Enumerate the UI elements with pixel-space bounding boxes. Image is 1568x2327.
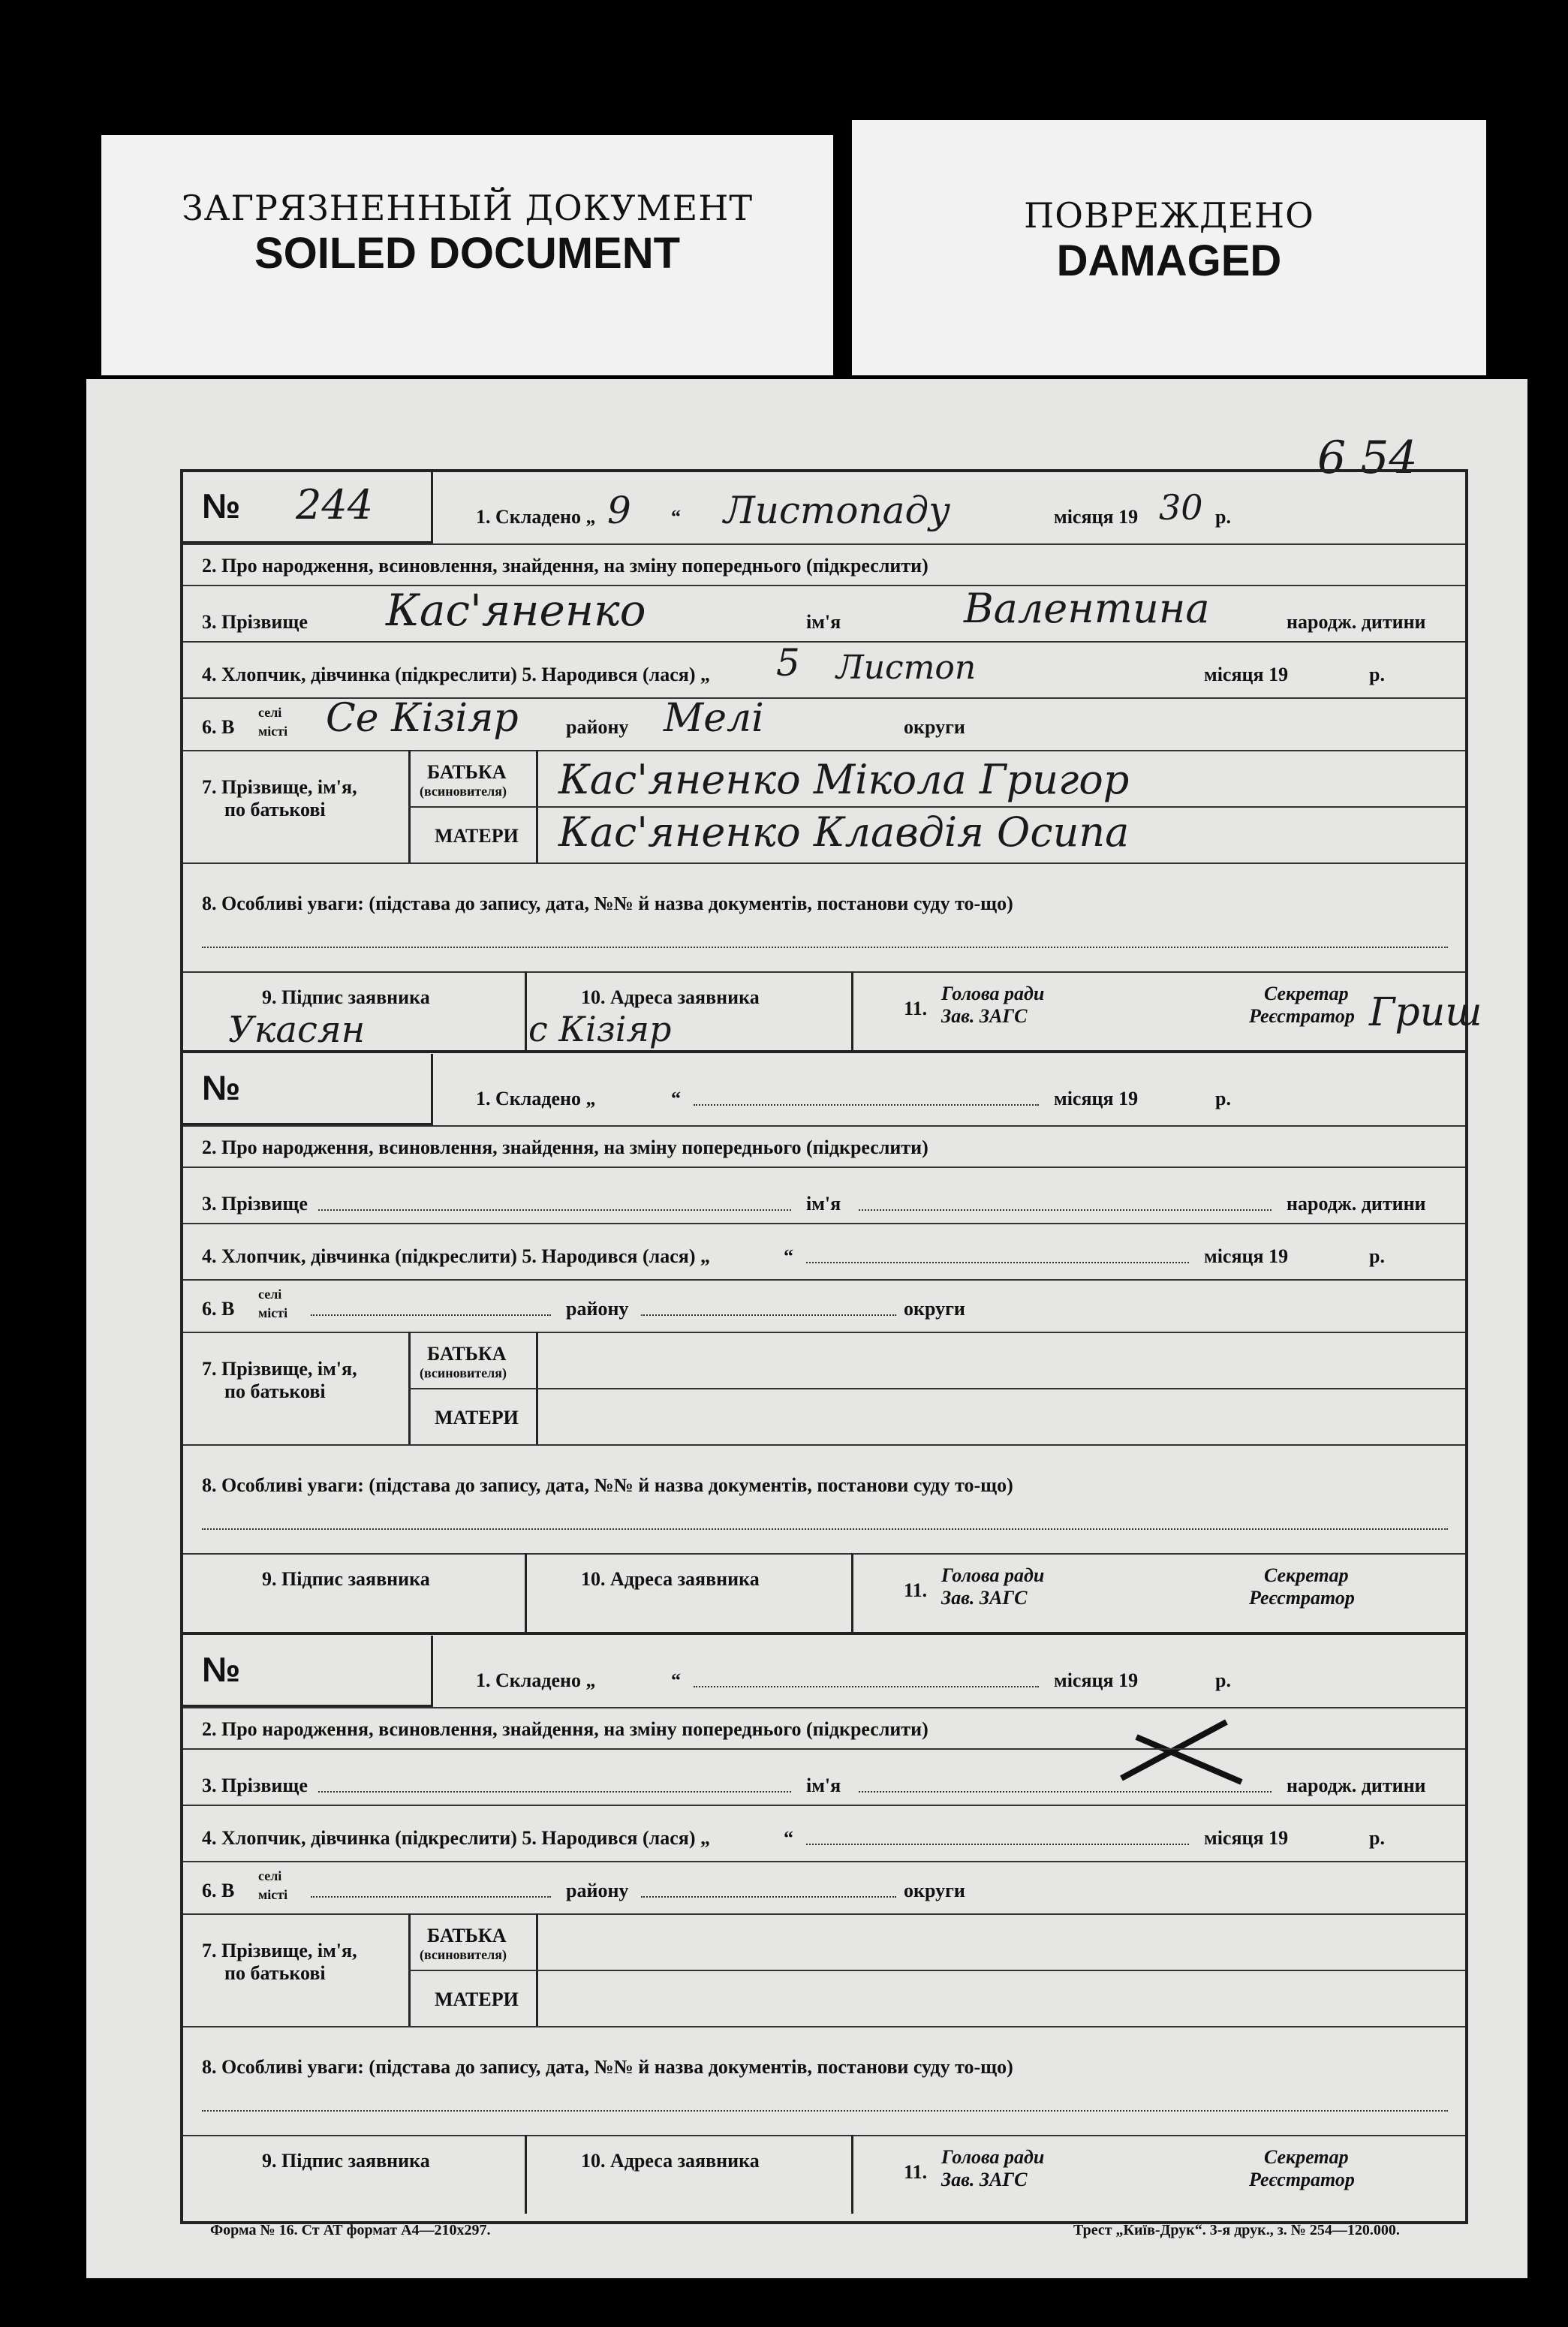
name-label-2: ім'я	[806, 1193, 841, 1215]
mother-name: Кас'яненко Клавдія Осипа	[558, 808, 1130, 856]
field-7-label-4: по батькові	[224, 1380, 326, 1402]
field-8-label-3: 8. Особливі уваги: (підстава до запису, дата, №№ й назва документів, постанови суду то-що)	[202, 2056, 1013, 2078]
record-block-1	[183, 472, 1482, 1053]
father-label: БАТЬКА	[427, 761, 507, 783]
year-suffix-5: р.	[1215, 1669, 1231, 1691]
mother-label-2: МАТЕРИ	[435, 1407, 519, 1428]
birth-place: Се Кізіяр	[326, 696, 519, 741]
registrar-signature: Гриш	[1369, 990, 1482, 1035]
field-3-label-2: 3. Прізвище	[202, 1193, 308, 1215]
okrug-label: округи	[904, 716, 965, 738]
field-7-label: 7. Прізвище, ім'я,	[202, 776, 357, 798]
applicant-signature: Укасян	[228, 1009, 366, 1051]
field-3-label-3: 3. Прізвище	[202, 1775, 308, 1796]
registrar-label-2: Реєстратор	[1249, 1587, 1355, 1609]
record-number-box	[183, 472, 433, 543]
corner-mark: 6 54	[1317, 432, 1418, 484]
district-label: району	[566, 716, 629, 738]
field-4-5-label: 4. Хлопчик, дівчинка (підкреслити) 5. Народився (лася) „	[202, 664, 710, 685]
birth-month: Листоп	[836, 649, 977, 687]
father-name: Кас'яненко Мікола Григор	[558, 756, 1130, 803]
adopter-label: (всиновителя)	[420, 784, 507, 799]
adopter-label-2: (всиновителя)	[420, 1365, 507, 1380]
month-label-6: місяця 19	[1204, 1827, 1289, 1849]
child-label: народж. дитини	[1287, 611, 1426, 633]
field-10-label: 10. Адреса заявника	[581, 986, 760, 1008]
entry-day: 9	[607, 489, 631, 532]
record-number-box-2	[183, 1054, 433, 1125]
field-2-label: 2. Про народження, всиновлення, знайдення, на зміну попереднього (підкреслити)	[202, 555, 928, 576]
quote-mark-4: “	[671, 1669, 681, 1691]
name-label-3: ім'я	[806, 1775, 841, 1796]
child-label-2: народж. дитини	[1287, 1193, 1426, 1215]
number-sign-3: №	[202, 1650, 241, 1689]
number-sign: №	[202, 486, 241, 525]
district-label-2: району	[566, 1298, 629, 1320]
record-number: 244	[296, 481, 374, 528]
birth-day: 5	[776, 641, 800, 685]
field-6-label-2: 6. В	[202, 1298, 235, 1320]
field-3-label: 3. Прізвище	[202, 611, 308, 633]
secretary-label-3: Секретар	[1264, 2146, 1349, 2168]
year-suffix-3: р.	[1215, 1088, 1231, 1109]
field-11-label: 11.	[904, 998, 928, 1019]
village-label: селі	[258, 705, 282, 720]
form-footer-left: Форма № 16. Ст АТ формат А4—210х297.	[210, 2222, 491, 2238]
registrar-label: Реєстратор	[1249, 1005, 1355, 1027]
town-label: місті	[258, 724, 288, 739]
month-label-5: місяця 19	[1054, 1669, 1139, 1691]
zags-label-2: Зав. ЗАГС	[941, 1587, 1028, 1609]
damaged-label-ru: ПОВРЕЖДЕНО	[1024, 195, 1314, 236]
month-label: місяця 19	[1054, 506, 1139, 528]
entry-year: 30	[1159, 487, 1203, 528]
field-4-5-label-3: 4. Хлопчик, дівчинка (підкреслити) 5. Народився (лася) „	[202, 1827, 710, 1849]
year-suffix-6: р.	[1369, 1827, 1385, 1849]
year-suffix: р.	[1215, 506, 1231, 528]
form-footer-right: Трест „Київ-Друк“. 3-я друк., з. № 254—120.000.	[1073, 2222, 1400, 2238]
field-2-label-3: 2. Про народження, всиновлення, знайдення, на зміну попереднього (підкреслити)	[202, 1718, 928, 1740]
quote-mark-2: “	[671, 1088, 681, 1109]
zags-label-3: Зав. ЗАГС	[941, 2169, 1028, 2190]
registrar-label-3: Реєстратор	[1249, 2169, 1355, 2190]
field-4-5-label-2: 4. Хлопчик, дівчинка (підкреслити) 5. Народився (лася) „	[202, 1245, 710, 1267]
year-suffix-2: р.	[1369, 664, 1385, 685]
field-6-label-3: 6. В	[202, 1880, 235, 1901]
number-sign-2: №	[202, 1068, 241, 1107]
field-7-label-5: 7. Прізвище, ім'я,	[202, 1940, 357, 1961]
record-number-box-3	[183, 1636, 433, 1707]
quote-mark-3: “	[784, 1245, 793, 1267]
field-10-label-2: 10. Адреса заявника	[581, 1568, 760, 1590]
town-label-3: місті	[258, 1887, 288, 1902]
head-label: Голова ради	[941, 983, 1045, 1004]
damaged-label-en: DAMAGED	[1056, 236, 1282, 285]
birth-register-form	[180, 469, 1482, 2224]
field-11-label-3: 11.	[904, 2161, 928, 2183]
head-label-2: Голова ради	[941, 1564, 1045, 1586]
field-7-label-2: по батькові	[224, 799, 326, 820]
field-6-label: 6. В	[202, 716, 235, 738]
birth-district: Мелі	[664, 696, 764, 741]
year-suffix-4: р.	[1369, 1245, 1385, 1267]
record-block-3	[183, 1636, 1465, 2214]
okrug-label-2: округи	[904, 1298, 965, 1320]
quote-mark-5: “	[784, 1827, 793, 1849]
month-label-4: місяця 19	[1204, 1245, 1289, 1267]
soiled-label-ru: ЗАГРЯЗНЕННЫЙ ДОКУМЕНТ	[181, 188, 754, 228]
district-label-3: району	[566, 1880, 629, 1901]
damaged-document-card	[852, 120, 1486, 375]
mother-label-3: МАТЕРИ	[435, 1988, 519, 2010]
field-1-label-2: 1. Складено „	[476, 1088, 596, 1109]
month-label-2: місяця 19	[1204, 664, 1289, 685]
record-block-2	[183, 1054, 1465, 1635]
head-label-3: Голова ради	[941, 2146, 1045, 2168]
okrug-label-3: округи	[904, 1880, 965, 1901]
field-1-label: 1. Складено „	[476, 506, 596, 528]
zags-label: Зав. ЗАГС	[941, 1005, 1028, 1027]
secretary-label-2: Секретар	[1264, 1564, 1349, 1586]
village-label-2: селі	[258, 1287, 282, 1302]
quote-mark: “	[671, 506, 681, 528]
entry-surname: Кас'яненко	[386, 585, 646, 636]
village-label-3: селі	[258, 1868, 282, 1883]
applicant-address: с Кізіяр	[528, 1009, 672, 1049]
adopter-label-3: (всиновителя)	[420, 1947, 507, 1962]
soiled-document-card	[101, 135, 833, 375]
father-label-2: БАТЬКА	[427, 1343, 507, 1365]
father-label-3: БАТЬКА	[427, 1925, 507, 1946]
field-10-label-3: 10. Адреса заявника	[581, 2150, 760, 2172]
field-9-label-3: 9. Підпис заявника	[262, 2150, 430, 2172]
child-label-3: народж. дитини	[1287, 1775, 1426, 1796]
soiled-label-en: SOILED DOCUMENT	[254, 229, 681, 278]
town-label-2: місті	[258, 1305, 288, 1320]
entry-month: Листопаду	[724, 489, 951, 532]
field-9-label-2: 9. Підпис заявника	[262, 1568, 430, 1590]
field-8-label-2: 8. Особливі уваги: (підстава до запису, дата, №№ й назва документів, постанови суду то-що)	[202, 1474, 1013, 1496]
secretary-label: Секретар	[1264, 983, 1349, 1004]
field-8-label: 8. Особливі уваги: (підстава до запису, дата, №№ й назва документів, постанови суду то-що)	[202, 893, 1013, 914]
mother-label: МАТЕРИ	[435, 825, 519, 847]
month-label-3: місяця 19	[1054, 1088, 1139, 1109]
field-11-label-2: 11.	[904, 1579, 928, 1601]
field-7-label-3: 7. Прізвище, ім'я,	[202, 1358, 357, 1380]
field-1-label-3: 1. Складено „	[476, 1669, 596, 1691]
entry-given-name: Валентина	[964, 585, 1210, 632]
field-9-label: 9. Підпис заявника	[262, 986, 430, 1008]
field-7-label-6: по батькові	[224, 1962, 326, 1984]
field-2-label-2: 2. Про народження, всиновлення, знайдення, на зміну попереднього (підкреслити)	[202, 1136, 928, 1158]
name-label: ім'я	[806, 611, 841, 633]
